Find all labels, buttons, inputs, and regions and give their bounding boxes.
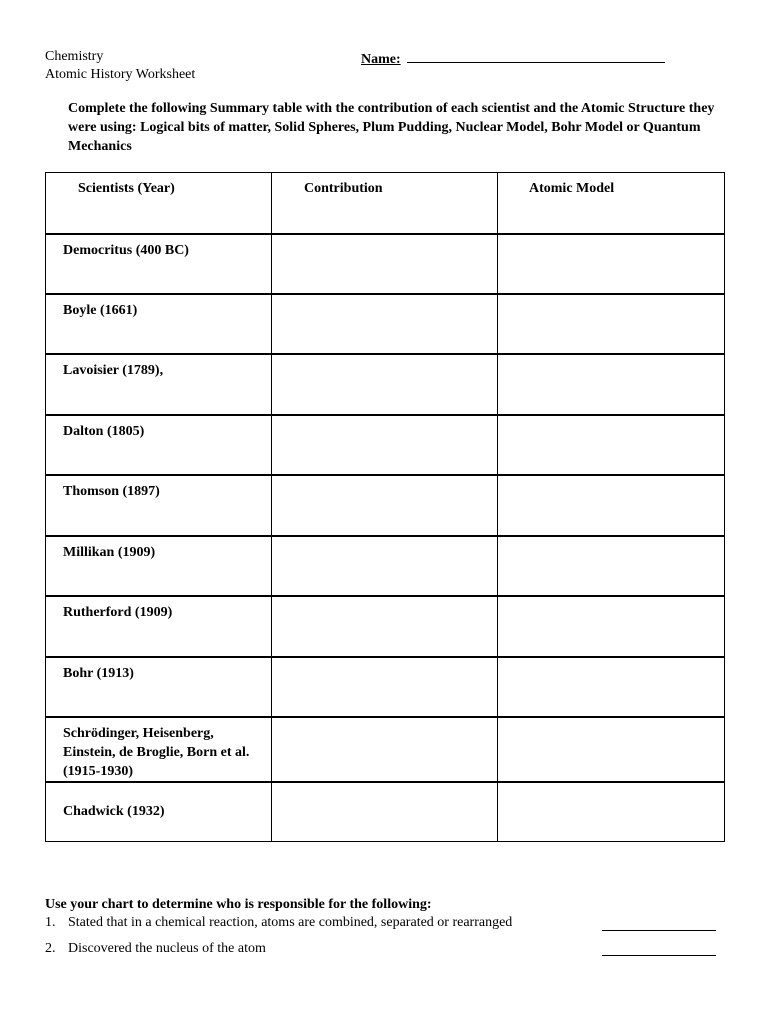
table-row [46,415,725,475]
table-row [46,782,725,842]
scientist-cell: Democritus (400 BC) [46,234,272,294]
atomic-model-cell[interactable] [498,782,725,842]
atomic-model-cell[interactable] [498,657,725,717]
scientist-cell: Millikan (1909) [46,536,272,596]
contribution-cell[interactable] [272,415,498,475]
atomic-model-cell[interactable] [498,415,725,475]
scientist-cell: Rutherford (1909) [46,596,272,657]
question-item [45,940,266,957]
table-row [46,234,725,294]
name-blank-line[interactable] [407,48,665,63]
scientist-cell: Dalton (1805) [46,415,272,475]
table-row [46,354,725,415]
contribution-cell[interactable] [272,536,498,596]
scientist-cell: Lavoisier (1789), [46,354,272,415]
summary-table [45,172,725,842]
questions-title: Use your chart to determine who is responsible for the following: [45,897,432,912]
contribution-cell[interactable] [272,354,498,415]
table-row [46,596,725,657]
contribution-cell[interactable] [272,717,498,782]
column-header-scientists: Scientists (Year) [46,173,272,234]
contribution-cell[interactable] [272,596,498,657]
name-field[interactable] [361,48,665,68]
scientist-cell: Thomson (1897) [46,475,272,536]
table-row [46,657,725,717]
answer-blank-line[interactable] [602,955,716,956]
atomic-model-cell[interactable] [498,717,725,782]
column-header-contribution: Contribution [272,173,498,234]
scientist-cell: Chadwick (1932) [46,782,272,842]
question-item [45,914,512,931]
table-header-row [46,173,725,234]
column-header-atomic-model: Atomic Model [498,173,725,234]
scientist-cell: Schrödinger, Heisenberg, Einstein, de Broglie, Born et al. (1915-1930) [46,717,272,782]
table-row [46,294,725,354]
question-text: Discovered the nucleus of the atom [68,941,266,956]
contribution-cell[interactable] [272,657,498,717]
question-number: 2. [45,941,56,956]
answer-blank-line[interactable] [602,930,716,931]
scientist-cell: Bohr (1913) [46,657,272,717]
question-number: 1. [45,915,56,930]
scientist-cell: Boyle (1661) [46,294,272,354]
instructions: Complete the following Summary table with the contribution of each scientist and the Atomic Structure they were using: Logical bits of matter, Solid Spheres, Plum Pudding, Nuclear Model, Bohr Model or Quantum Mechanics [68,101,715,154]
table-row [46,475,725,536]
worksheet-title: Atomic History Worksheet [45,67,196,82]
atomic-model-cell[interactable] [498,536,725,596]
contribution-cell[interactable] [272,234,498,294]
atomic-model-cell[interactable] [498,234,725,294]
contribution-cell[interactable] [272,475,498,536]
table-row [46,536,725,596]
name-label: Name: [361,52,401,67]
atomic-model-cell[interactable] [498,475,725,536]
question-text: Stated that in a chemical reaction, atoms are combined, separated or rearranged [68,915,513,930]
subject-label: Chemistry [45,49,104,64]
atomic-model-cell[interactable] [498,354,725,415]
table-row [46,717,725,782]
atomic-model-cell[interactable] [498,596,725,657]
contribution-cell[interactable] [272,782,498,842]
contribution-cell[interactable] [272,294,498,354]
atomic-model-cell[interactable] [498,294,725,354]
